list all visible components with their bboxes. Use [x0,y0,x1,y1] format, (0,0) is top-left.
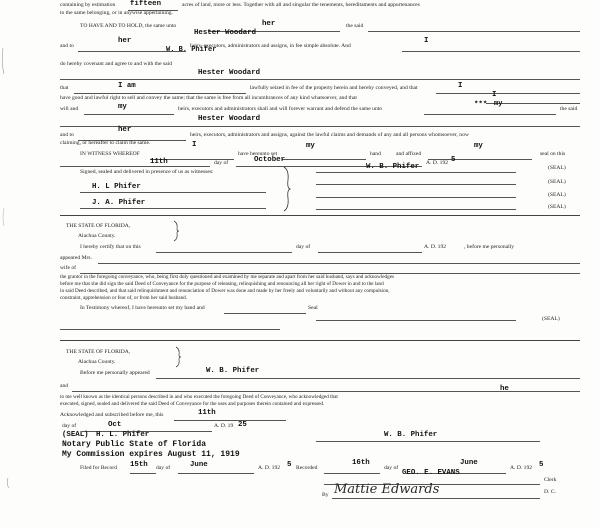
day-number: 11th [150,158,168,166]
witness-line [80,208,266,209]
warrant-text: heirs, executors and administrators shall and will forever warrant and defend the same unto [178,106,383,112]
ack2-p2: executed, signed, sealed and delivered the said Deed of Conveyance for the uses and purposes therein contained and expressed. [60,401,325,407]
witness-my: my [306,142,315,150]
claiming-line: claiming, or hereafter to claim the same. [60,140,151,146]
ack1-state: THE STATE OF FLORIDA, [66,223,131,229]
witness-2: J. A. Phifer [92,199,146,207]
commission: My Commission expires August 11, 1919 [62,450,240,459]
blank-line [156,252,292,253]
ack1-seal: (SEAL) [542,316,560,322]
and-my: my [494,100,503,108]
header-pre: containing by estimation [60,2,116,8]
deputy-line [332,498,540,499]
grantor-stamp: W. B. Phifer [166,46,217,54]
signature-line [316,320,516,321]
notary-seal: (SEAL) [62,431,89,439]
and-to-2: and to [60,132,74,138]
ack1-p2: before me that she did sign the said Deed of Conveyance for the purpose of releasing, relinquishing and renouncing all her right of Dower in and to the land [60,281,384,287]
heirs-pronoun-2: her [118,126,132,134]
signature-line [316,172,516,173]
blank-line [156,378,580,379]
witness-line [80,192,266,193]
ack1-ad: A. D. 192 [424,244,447,250]
am-value: I am [118,82,136,90]
notary-signatory: W. B. Phifer [384,431,438,439]
ack2-before-me: Before me personally appeared [80,370,150,376]
the-said: the said [560,106,578,112]
day-of: day of [214,160,229,166]
ack2-and: and [60,383,69,389]
blank-line [174,420,286,421]
signed-sealed: Signed, sealed and delivered in presence of us as witnesses: [80,169,214,175]
section-divider-1 [60,215,580,216]
blank-line [60,166,210,167]
ack2-state: THE STATE OF FLORIDA, [66,349,131,355]
header-line2: to the same belonging, or in anywise appertaining. [60,10,173,16]
covenant-line: do hereby covenant and agree to and with the said [60,61,172,67]
ack2-month: Oct [108,421,122,429]
ack1-seal-word: Seal [308,305,318,311]
blank-line [60,126,580,127]
good-right-i: I [492,91,497,99]
ack2-p1: to me well known as the identical persons described in and who executed the foregoing Deed of Conveyance, who acknowledged that [60,394,338,400]
ack1-testimony: In Testimony whereof, I have hereunto set my hand and [80,305,205,311]
heirs-my: my [118,103,127,111]
habendum-said: the said [346,23,364,29]
scan-edge-marks [0,0,14,528]
signature-line [316,441,540,442]
ack1-appeared: appeared Mrs. [60,255,92,261]
witness-1: H. L Phifer [92,183,141,191]
seized-text: lawfully seized in fee of the property herein and hereby conveyed, and that [250,85,418,91]
filed-year: 5 [287,461,292,469]
recorded-year: 5 [539,461,544,469]
filed-ad: A. D. 192 [258,465,281,471]
that-label: that [60,85,69,91]
will-and: will and [60,106,79,112]
and-to: and to [60,43,74,49]
blank-line [436,93,580,94]
blank-line [224,313,306,314]
year-digit: 5 [451,156,456,164]
by-label: By [322,492,329,498]
ack2-pronoun: he [500,385,509,393]
recorded-day-of: day of [384,465,399,471]
habendum-pre: TO HAVE AND TO HOLD, the same unto [80,23,177,29]
have-set: have hereunto set [238,151,278,157]
blank-line [368,31,580,32]
recorded-month: June [460,459,478,467]
blank-line [282,159,366,160]
signatory-name: W. B. Phifer [366,163,420,171]
ack1-county: Alachua County. [78,233,116,239]
section-divider-2 [60,340,580,341]
blank-line [178,473,254,474]
seized-i: I [458,82,463,90]
signature-line [316,197,516,198]
ack1-before: , before me personally [464,244,515,250]
witness-i: I [192,141,197,149]
blank-line [60,329,280,330]
filed-day: 15th [130,461,148,469]
good-right: have good and lawful right to sell and convey the same; that the same is free from all incumbrances of any kind whatsoever, and that [60,95,357,101]
lawful-claims: heirs, executors, administrators and assigns, against the lawful claims and demands of any and all persons whomsoever, now [190,132,469,138]
ack2-brace [174,346,182,368]
blank-line [74,93,246,94]
dc-label: D. C. [544,489,556,495]
ack2-year: 25 [238,421,247,429]
ack2-day: 11th [198,409,216,417]
recorded-label: Recorded [296,465,318,471]
ack2-person: W. B. Phifer [206,367,260,375]
filed-label: Filed for Record [80,465,117,471]
brace-mark [282,166,292,212]
ack1-wife-of: wife of [60,265,76,271]
seal-label-4: (SEAL) [548,204,566,210]
blank-line [60,79,580,80]
seal-on-this: seal on this [540,151,566,157]
recorded-ad: A. D. 192 [510,465,533,471]
and-affixed: and affixed [396,151,422,157]
witness-my-2: my [474,142,483,150]
blank-line [324,473,380,474]
ack1-p3: in said Deed described, and that said relinquishment and renunciation of Dower was done and made by her freely and voluntarily and without any compulsion, [60,288,390,294]
covenant-i: I [424,37,429,45]
seal-label-3: (SEAL) [548,192,566,198]
filed-day-of: day of [156,465,171,471]
grantee-name-2: Hester Woodard [198,69,261,77]
habendum-pronoun: her [262,20,276,28]
signature-line [316,184,516,185]
ack2-sub: Acknowledged and subscribed before me, this [60,412,164,418]
ack1-day-of: day of [296,244,311,250]
heirs-pronoun: her [118,37,132,45]
seal-label-1: (SEAL) [548,165,566,171]
blank-line [424,114,556,115]
notary-name: H. L. Phifer [96,431,150,439]
blank-line [84,114,174,115]
ack1-p1: the grantor in the foregoing conveyance, who, being first duly questioned and examined by me separate and apart from her said husband, says and acknowledges [60,274,395,280]
signature-line [316,209,516,210]
clerk-label: Clerk [544,477,557,483]
month-value: October [254,156,286,164]
ack1-certify: I hereby certify that on this [80,244,141,250]
grantee-name: Hester Woodard [194,29,257,37]
recorded-day: 16th [352,459,370,467]
ack2-day-of: day of [62,423,77,429]
header-post: acres of land, more or less. Together with all and singular the tenements, hereditaments and appurtenances [182,2,420,8]
grantee-name-3: Hester Woodard [198,115,261,123]
ack2-county: Alachua County. [78,359,116,365]
blank-line [130,473,156,474]
blank-line [318,252,422,253]
blank-line [402,51,580,52]
acres-value: fifteen [130,0,162,8]
warrant-marks: *** [474,101,488,109]
blank-line [98,263,580,264]
notary-title: Notary Public State of Florida [62,440,207,449]
ad-label: A. D. 192 [426,160,449,166]
heirs-text: heirs, executors, administrators and assigns, in fee simple absolute. And [190,43,351,49]
filed-month: June [190,461,208,469]
deputy-clerk-signature: Mattie Edwards [334,482,440,497]
witness-pre: IN WITNESS WHEREOF [80,151,140,157]
ack1-brace [172,220,180,242]
clerk-name: GEO. E. EVANS [402,469,460,477]
hand-affixed: hand [370,151,381,157]
seal-label-2: (SEAL) [548,179,566,185]
ack1-p4: constraint, apprehension or fear of, or from her said husband. [60,295,188,301]
ack2-ad: A. D. 19 [214,423,234,429]
